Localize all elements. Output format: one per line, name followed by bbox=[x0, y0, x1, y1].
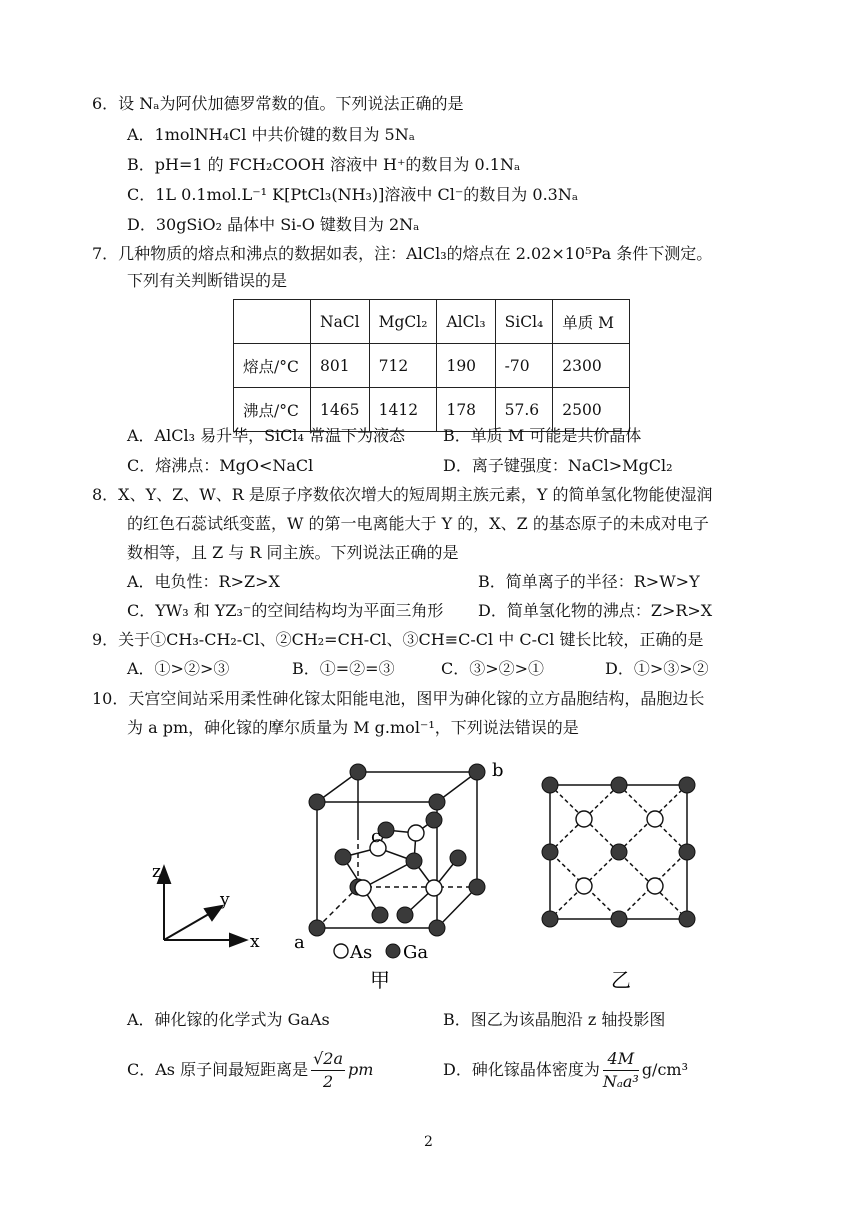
page-number: 2 bbox=[424, 1134, 433, 1150]
q7-option-b: B．单质 M 可能是共价晶体 bbox=[443, 426, 642, 445]
table-cell: 57.6 bbox=[495, 388, 553, 432]
table-cell: 2500 bbox=[553, 388, 630, 432]
q6-option-c: C．1L 0.1mol.L⁻¹ K[PtCl₃(NH₃)]溶液中 Cl⁻的数目为 0.3Nₐ bbox=[127, 185, 579, 204]
caption-yi: 乙 bbox=[611, 970, 631, 992]
q9-option-d: D．①>③>② bbox=[605, 659, 709, 678]
q6-stem: 6．设 Nₐ为阿伏加德罗常数的值。下列说法正确的是 bbox=[92, 94, 464, 113]
table-cell: 熔点/°C bbox=[234, 344, 311, 388]
legend-ga-label: Ga bbox=[403, 942, 429, 963]
as-atoms bbox=[355, 825, 442, 896]
fraction-numerator: 4M bbox=[603, 1048, 639, 1071]
q6-option-b: B．pH=1 的 FCH₂COOH 溶液中 H⁺的数目为 0.1Nₐ bbox=[127, 155, 521, 174]
q10-option-d-unit: g/cm³ bbox=[641, 1060, 688, 1079]
fraction-numerator: √2a bbox=[311, 1048, 345, 1071]
table-cell: 712 bbox=[369, 344, 437, 388]
q9-option-c: C．③>②>① bbox=[441, 659, 545, 678]
table-cell: NaCl bbox=[311, 300, 370, 344]
fraction-denominator: 2 bbox=[322, 1072, 334, 1091]
table-cell: 1465 bbox=[311, 388, 370, 432]
q10-stem-2: 为 a pm，砷化镓的摩尔质量为 M g.mol⁻¹，下列说法错误的是 bbox=[127, 718, 579, 737]
q8-stem-3: 数相等，且 Z 与 R 同主族。下列说法正确的是 bbox=[127, 543, 459, 562]
table-cell: 801 bbox=[311, 344, 370, 388]
table-row bbox=[234, 344, 630, 388]
q7-option-c: C．熔沸点：MgO<NaCl bbox=[127, 456, 314, 475]
table-cell: AlCl₃ bbox=[437, 300, 495, 344]
axes-icon bbox=[158, 867, 246, 946]
fraction bbox=[311, 1048, 345, 1093]
q8-stem-1: 8．X、Y、Z、W、R 是原子序数依次增大的短周期主族元素，Y 的简单氢化物能使湿润 bbox=[92, 485, 713, 504]
point-c-label: c bbox=[371, 826, 382, 847]
q10-option-c-text: C．As 原子间最短距离是 bbox=[127, 1060, 309, 1079]
table-cell: 2300 bbox=[553, 344, 630, 388]
point-a-label: a bbox=[294, 932, 305, 953]
q10-option-b: B．图乙为该晶胞沿 z 轴投影图 bbox=[443, 1010, 666, 1029]
gaas-crystal-figure bbox=[0, 745, 860, 1005]
legend-as-label: As bbox=[350, 942, 373, 963]
table-cell: SiCl₄ bbox=[495, 300, 553, 344]
q7-option-a: A．AlCl₃ 易升华，SiCl₄ 常温下为液态 bbox=[127, 426, 406, 445]
q8-option-c: C．YW₃ 和 YZ₃⁻的空间结构均为平面三角形 bbox=[127, 601, 444, 620]
q10-option-c bbox=[127, 1045, 373, 1095]
legend bbox=[334, 942, 428, 963]
q8-option-a: A．电负性：R>Z>X bbox=[127, 572, 280, 591]
q10-stem-1: 10．天宫空间站采用柔性砷化镓太阳能电池，图甲为砷化镓的立方晶胞结构，晶胞边长 bbox=[92, 689, 705, 708]
q10-option-d bbox=[443, 1045, 688, 1095]
q7-stem: 7．几种物质的熔点和沸点的数据如表，注：AlCl₃的熔点在 2.02×10⁵Pa 条件下测定。 bbox=[92, 244, 713, 263]
q9-stem: 9．关于①CH₃-CH₂-Cl、②CH₂=CH-Cl、③CH≡C-Cl 中 C-Cl 键长比较，正确的是 bbox=[92, 630, 704, 649]
q10-option-c-unit: pm bbox=[348, 1060, 374, 1079]
ga-atoms bbox=[309, 764, 485, 936]
axis-z-label: z bbox=[152, 862, 161, 882]
unit-cell-jia bbox=[294, 760, 504, 953]
projection-yi bbox=[542, 777, 695, 927]
q10-option-d-text: D．砷化镓晶体密度为 bbox=[443, 1060, 600, 1079]
axis-x-label: x bbox=[250, 932, 260, 952]
q8-option-b: B．简单离子的半径：R>W>Y bbox=[478, 572, 700, 591]
fraction bbox=[603, 1048, 639, 1093]
q9-option-a: A．①>②>③ bbox=[127, 659, 230, 678]
table-cell: 沸点/°C bbox=[234, 388, 311, 432]
melting-boiling-table bbox=[233, 299, 630, 432]
q6-option-d: D．30gSiO₂ 晶体中 Si-O 键数目为 2Nₐ bbox=[127, 215, 420, 234]
table-cell: 单质 M bbox=[553, 300, 630, 344]
caption-jia: 甲 bbox=[370, 970, 390, 992]
q8-stem-2: 的红色石蕊试纸变蓝，W 的第一电离能大于 Y 的，X、Z 的基态原子的未成对电子 bbox=[127, 514, 709, 533]
axis-y-label: y bbox=[220, 890, 230, 910]
table-header-row bbox=[234, 300, 630, 344]
q6-option-a: A．1molNH₄Cl 中共价键的数目为 5Nₐ bbox=[127, 125, 415, 144]
q9-option-b: B．①=②=③ bbox=[292, 659, 395, 678]
q8-option-d: D．简单氢化物的沸点：Z>R>X bbox=[478, 601, 713, 620]
table-cell: 1412 bbox=[369, 388, 437, 432]
point-b-label: b bbox=[492, 760, 504, 781]
table-cell: MgCl₂ bbox=[369, 300, 437, 344]
table-cell: -70 bbox=[495, 344, 553, 388]
table-cell: 190 bbox=[437, 344, 495, 388]
q7-option-d: D．离子键强度：NaCl>MgCl₂ bbox=[443, 456, 673, 475]
fraction-denominator: Nₐa³ bbox=[602, 1072, 639, 1091]
table-cell: 178 bbox=[437, 388, 495, 432]
q7-stem-2: 下列有关判断错误的是 bbox=[127, 271, 288, 290]
table-cell bbox=[234, 300, 311, 344]
q10-option-a: A．砷化镓的化学式为 GaAs bbox=[127, 1010, 330, 1029]
